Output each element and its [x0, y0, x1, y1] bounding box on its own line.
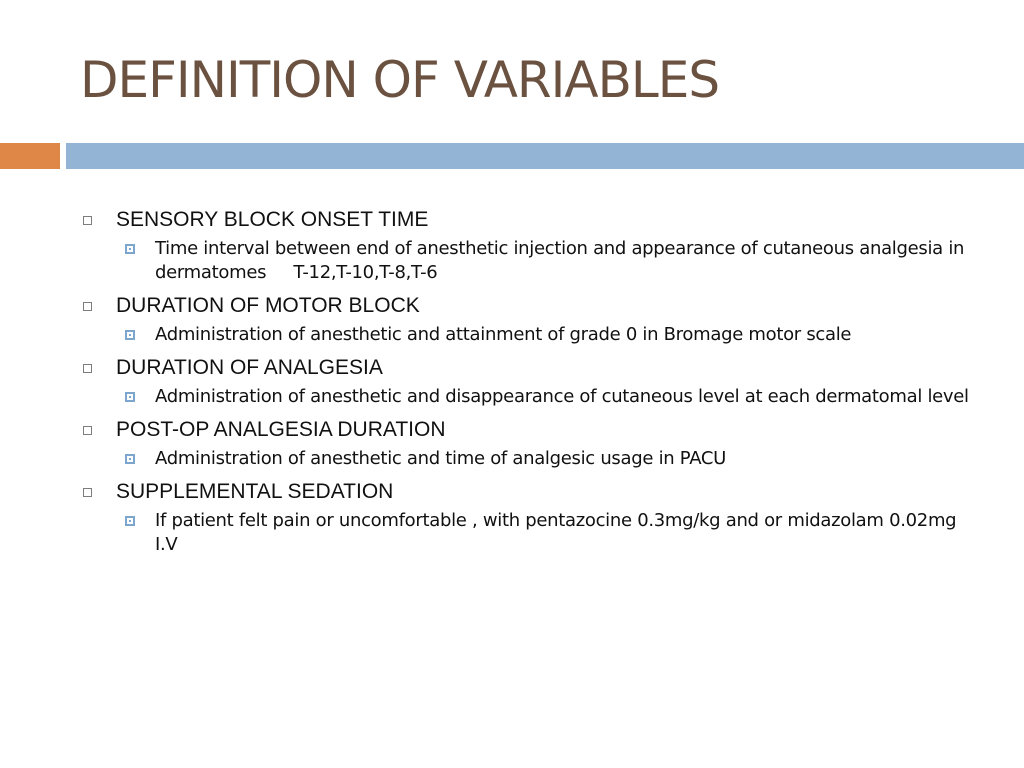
square-bullet-icon: [125, 392, 135, 402]
bullet-detail: If patient felt pain or uncomfortable , with pentazocine 0.3mg/kg and or midazolam 0.02mg I.V: [155, 510, 957, 555]
accent-bar-orange: [0, 143, 60, 169]
slide-title: DEFINITION OF VARIABLES: [80, 51, 720, 109]
bullet-detail: Administration of anesthetic and disappearance of cutaneous level at each dermatomal level: [155, 386, 969, 407]
list-item: [80, 415, 980, 471]
square-bullet-icon: [125, 244, 135, 254]
bullet-heading: SUPPLEMENTAL SEDATION: [116, 480, 394, 503]
list-item: [80, 205, 980, 285]
list-item: [120, 447, 980, 471]
slide-content: [80, 205, 980, 563]
sub-bullet-list: [80, 385, 980, 409]
sub-bullet-list: [80, 323, 980, 347]
bullet-detail: Time interval between end of anesthetic injection and appearance of cutaneous analgesia in dermatomes T-12,T-10,T-8,T-6: [155, 238, 970, 283]
square-bullet-icon: [125, 454, 135, 464]
bullet-heading: POST-OP ANALGESIA DURATION: [116, 418, 446, 441]
sub-bullet-list: [80, 237, 980, 285]
square-bullet-icon: [83, 216, 92, 225]
sub-bullet-list: [80, 447, 980, 471]
list-item: [80, 353, 980, 409]
sub-bullet-list: [80, 509, 980, 557]
list-item: [80, 291, 980, 347]
accent-bar-blue: [66, 143, 1024, 169]
list-item: [80, 477, 980, 557]
list-item: [120, 323, 980, 347]
list-item: [120, 385, 980, 409]
bullet-heading: DURATION OF MOTOR BLOCK: [116, 294, 420, 317]
square-bullet-icon: [83, 302, 92, 311]
list-item: [120, 509, 980, 557]
bullet-list: [80, 205, 980, 557]
square-bullet-icon: [83, 426, 92, 435]
square-bullet-icon: [125, 330, 135, 340]
square-bullet-icon: [83, 488, 92, 497]
list-item: [120, 237, 980, 285]
bullet-heading: SENSORY BLOCK ONSET TIME: [116, 208, 429, 231]
bullet-detail: Administration of anesthetic and attainment of grade 0 in Bromage motor scale: [155, 324, 852, 345]
bullet-heading: DURATION OF ANALGESIA: [116, 356, 383, 379]
square-bullet-icon: [125, 516, 135, 526]
bullet-detail: Administration of anesthetic and time of analgesic usage in PACU: [155, 448, 727, 469]
square-bullet-icon: [83, 364, 92, 373]
